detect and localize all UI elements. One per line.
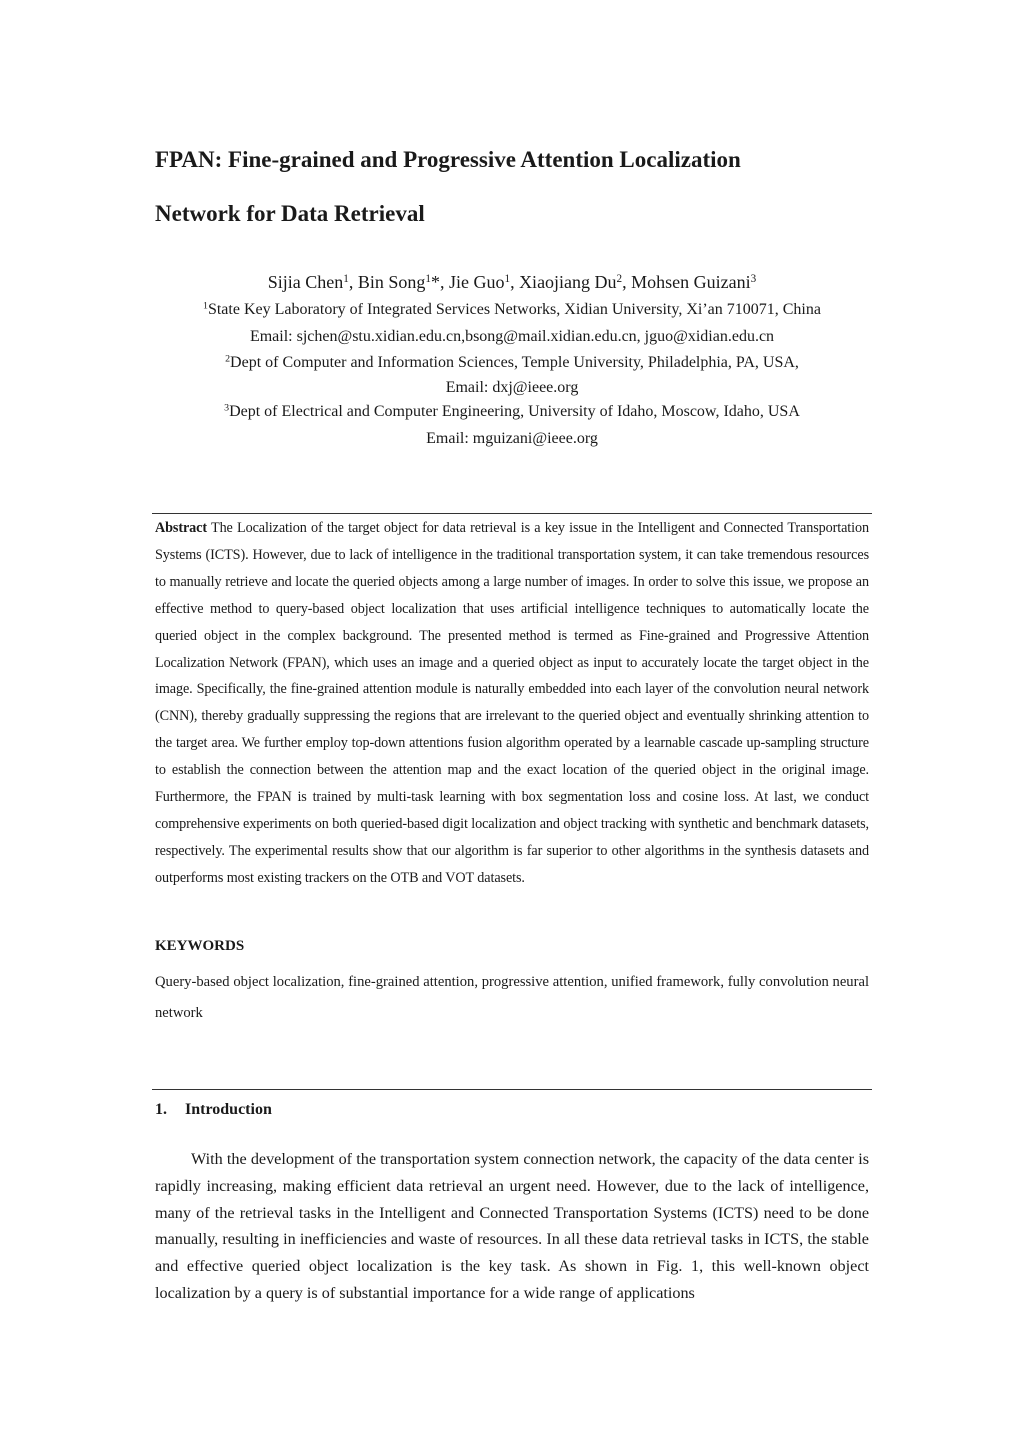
abstract-label: Abstract — [155, 520, 207, 536]
author-separator: , — [348, 272, 358, 292]
author-name: Xiaojiang Du — [519, 272, 617, 292]
affiliation-text: Dept of Computer and Information Sciences, Temple University, Philadelphia, PA, USA, — [230, 354, 799, 371]
affiliation-text: Dept of Electrical and Computer Engineering, University of Idaho, Moscow, Idaho, USA — [229, 403, 800, 420]
abstract-top-rule — [152, 513, 872, 514]
author-affiliation-mark: 1 — [504, 272, 511, 285]
author-name: Jie Guo — [448, 272, 505, 292]
abstract-text: The Localization of the target object for data retrieval is a key issue in the Intelligent and Connected Transportation Systems (ICTS). However, due to lack of intelligence in the traditional transportation system, it can take tremendous resources to manually retrieve and locate the queried objects among a large number of images. In order to solve this issue, we propose an effective method to query-based object localization that uses artificial intelligence techniques to automatically locate the queried object in the complex background. The presented method is termed as Fine-grained and Progressive Attention Localization Network (FPAN), which uses an image and a queried object as input to accurately locate the target object in the image. Specifically, the fine-grained attention module is naturally embedded into each layer of the convolution neural network (CNN), thereby gradually suppressing the regions that are irrelevant to the queried object and eventually shrinking attention to the target area. We further employ top-down attentions fusion algorithm operated by a learnable cascade up-sampling structure to establish the connection between the attention map and the exact location of the queried object in the original image. Furthermore, the FPAN is trained by multi-task learning with box segmentation loss and cosine loss. At last, we conduct comprehensive experiments on both queried-based digit localization and object tracking with synthetic and benchmark datasets, respectively. The experimental results show that our algorithm is far superior to other algorithms in the synthesis datasets and outperforms most existing trackers on the OTB and VOT datasets. — [155, 520, 869, 886]
author-name: Bin Song — [357, 272, 426, 292]
keywords-heading: KEYWORDS — [155, 938, 245, 954]
section-title: Introduction — [185, 1101, 272, 1118]
abstract — [155, 515, 869, 892]
author-name: Mohsen Guizani — [631, 272, 751, 292]
author-list — [120, 272, 904, 293]
section-number: 1. — [155, 1101, 167, 1118]
affiliation-mark: 1 — [203, 300, 208, 312]
introduction-paragraph: With the development of the transportation system connection network, the capacity of the data center is rapidly increasing, making efficient data retrieval an urgent need. However, due to the lack of intelligence, many of the retrieval tasks in the Intelligent and Connected Transportation Systems (ICTS) need to be done manually, resulting in inefficiencies and waste of resources. In all these data retrieval tasks in ICTS, the stable and effective queried object localization is the key task. As shown in Fig. 1, this well-known object localization by a query is of substantial importance for a wide range of applications — [155, 1150, 869, 1302]
author-name: Sijia Chen — [267, 272, 344, 292]
affiliation-mark: 3 — [224, 402, 230, 414]
affiliation-3 — [120, 403, 904, 421]
author-affiliation-mark: 1 — [425, 272, 431, 285]
section-divider-rule — [152, 1089, 872, 1090]
affiliation-3-email: Email: mguizani@ieee.org — [426, 430, 598, 447]
affiliation-1-email: Email: sjchen@stu.xidian.edu.cn,bsong@mail.xidian.edu.cn, jguo@xidian.edu.cn — [249, 328, 775, 345]
affiliation-mark: 2 — [225, 353, 231, 365]
section-heading — [155, 1101, 272, 1119]
corresponding-author-mark: * — [430, 272, 440, 292]
author-separator: , — [439, 272, 449, 292]
affiliation-2 — [120, 354, 904, 372]
author-affiliation-mark: 2 — [616, 272, 623, 285]
paper-title-line-1: FPAN: Fine-grained and Progressive Attention Localization — [155, 147, 741, 172]
affiliation-1 — [120, 301, 904, 319]
affiliation-text: State Key Laboratory of Integrated Services Networks, Xidian University, Xi’an 710071, China — [207, 301, 821, 318]
paper-title-line-2: Network for Data Retrieval — [155, 201, 425, 226]
author-affiliation-mark: 3 — [750, 272, 757, 285]
author-separator: , — [510, 272, 520, 292]
author-affiliation-mark: 1 — [343, 272, 349, 285]
keywords-text: Query-based object localization, fine-grained attention, progressive attention, unified framework, fully convolution neural network — [155, 974, 869, 1021]
author-separator: , — [622, 272, 632, 292]
affiliation-2-email: Email: dxj@ieee.org — [445, 379, 579, 396]
